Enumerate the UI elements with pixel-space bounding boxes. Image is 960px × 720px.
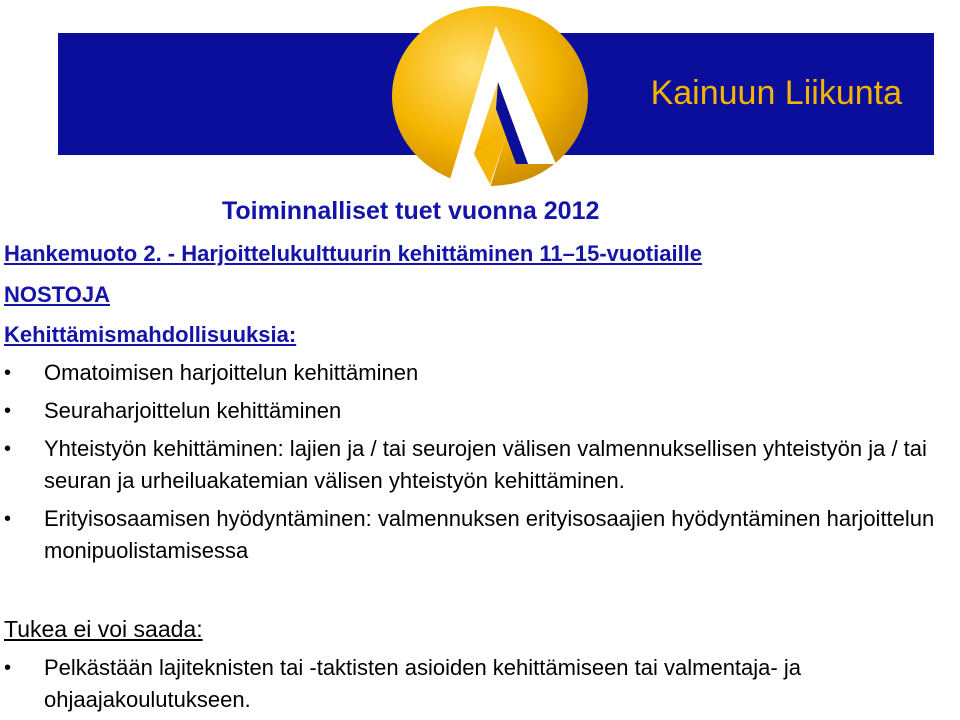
opportunities-list [0,357,950,567]
bullet-icon: • [4,508,12,530]
list-item: • Erityisosaamisen hyödyntäminen: valmennuksen erityisosaajien hyödyntäminen harjoittelun monipuolistamisessa [0,503,950,567]
excluded-heading: Tukea ei voi saada: [4,616,203,642]
page-title: Toiminnalliset tuet vuonna 2012 [222,197,600,225]
brand-name: Kainuun Liikunta [650,74,902,112]
excluded-list [0,652,950,716]
opportunities-heading: Kehittämismahdollisuuksia: [4,322,297,347]
bullet-icon: • [4,400,12,422]
bullet-icon: • [4,657,12,679]
logo-icon [378,4,598,200]
list-item: • Omatoimisen harjoittelun kehittäminen [0,357,950,389]
project-type-heading: Hankemuoto 2. - Harjoittelukulttuurin kehittäminen 11–15-vuotiaille [4,241,703,266]
bullet-icon: • [4,438,12,460]
list-item: • Pelkästään lajiteknisten tai -taktisten asioiden kehittämiseen tai valmentaja- ja ohjaajakoulutukseen. [0,652,950,716]
list-item: • Yhteistyön kehittäminen: lajien ja / tai seurojen välisen valmennuksellisen yhteistyön ja / tai seuran ja urheiluakatemian välisen yhteistyön kehittäminen. [0,433,950,497]
list-item: • Seuraharjoittelun kehittäminen [0,395,950,427]
program-name: NOSTOJA [4,282,110,307]
bullet-icon: • [4,362,12,384]
